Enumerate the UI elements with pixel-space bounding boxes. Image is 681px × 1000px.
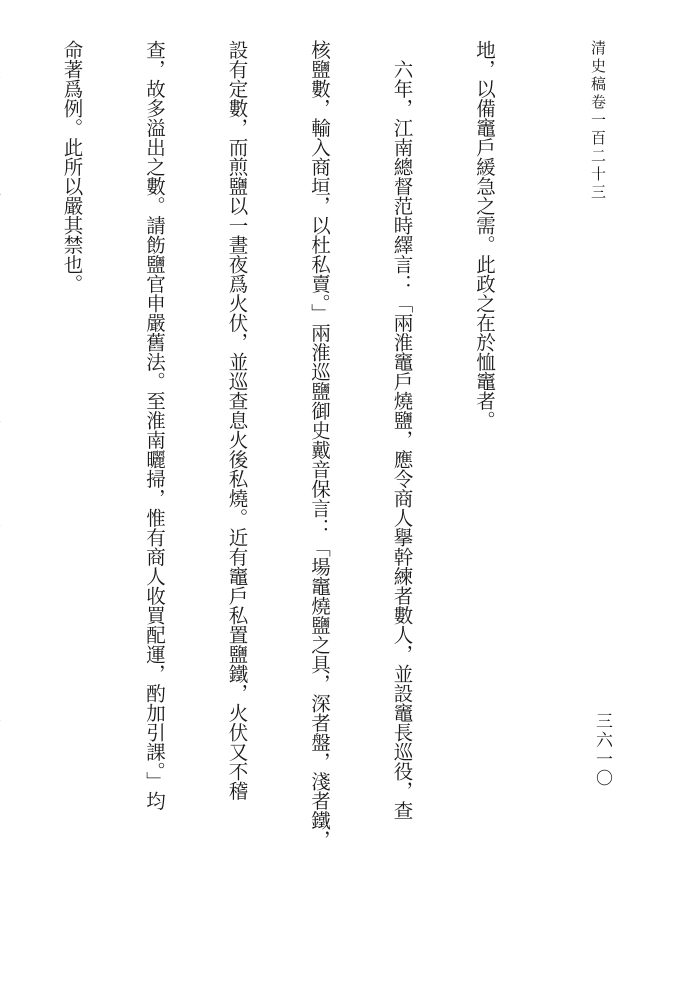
text-column: 查，故多溢出之數。請飭鹽官申嚴舊法。至淮南曬掃，惟有商人收買配運，酌加引課。」均 (143, 40, 166, 811)
text-column: 地，以備竈戶緩急之需。此政之在於恤竈者。 (473, 40, 496, 430)
running-header: 清史稿卷一百二十三 (589, 40, 607, 202)
text-column (0, 40, 3, 990)
body-text (60, 40, 553, 990)
text-column: 命著爲例。此所以嚴其禁也。 (60, 40, 84, 294)
text-column: 核鹽數，輸入商垣，以杜私賣。」兩淮巡鹽御史戴音保言：「場竈燒鹽之具，深者盤，淺者鐵， (308, 40, 331, 850)
page-number: 三六一〇 (592, 712, 612, 788)
text-column: 設有定數，而煎鹽以一晝夜爲火伏，並巡查息火後私燒。近有竈戶私置鹽鐵，火伏又不稽 (225, 40, 249, 801)
text-column: 六年，江南總督范時繹言：「兩淮竈戶燒鹽，應令商人擧幹練者數人，並設竈長巡役，查 (390, 40, 414, 820)
